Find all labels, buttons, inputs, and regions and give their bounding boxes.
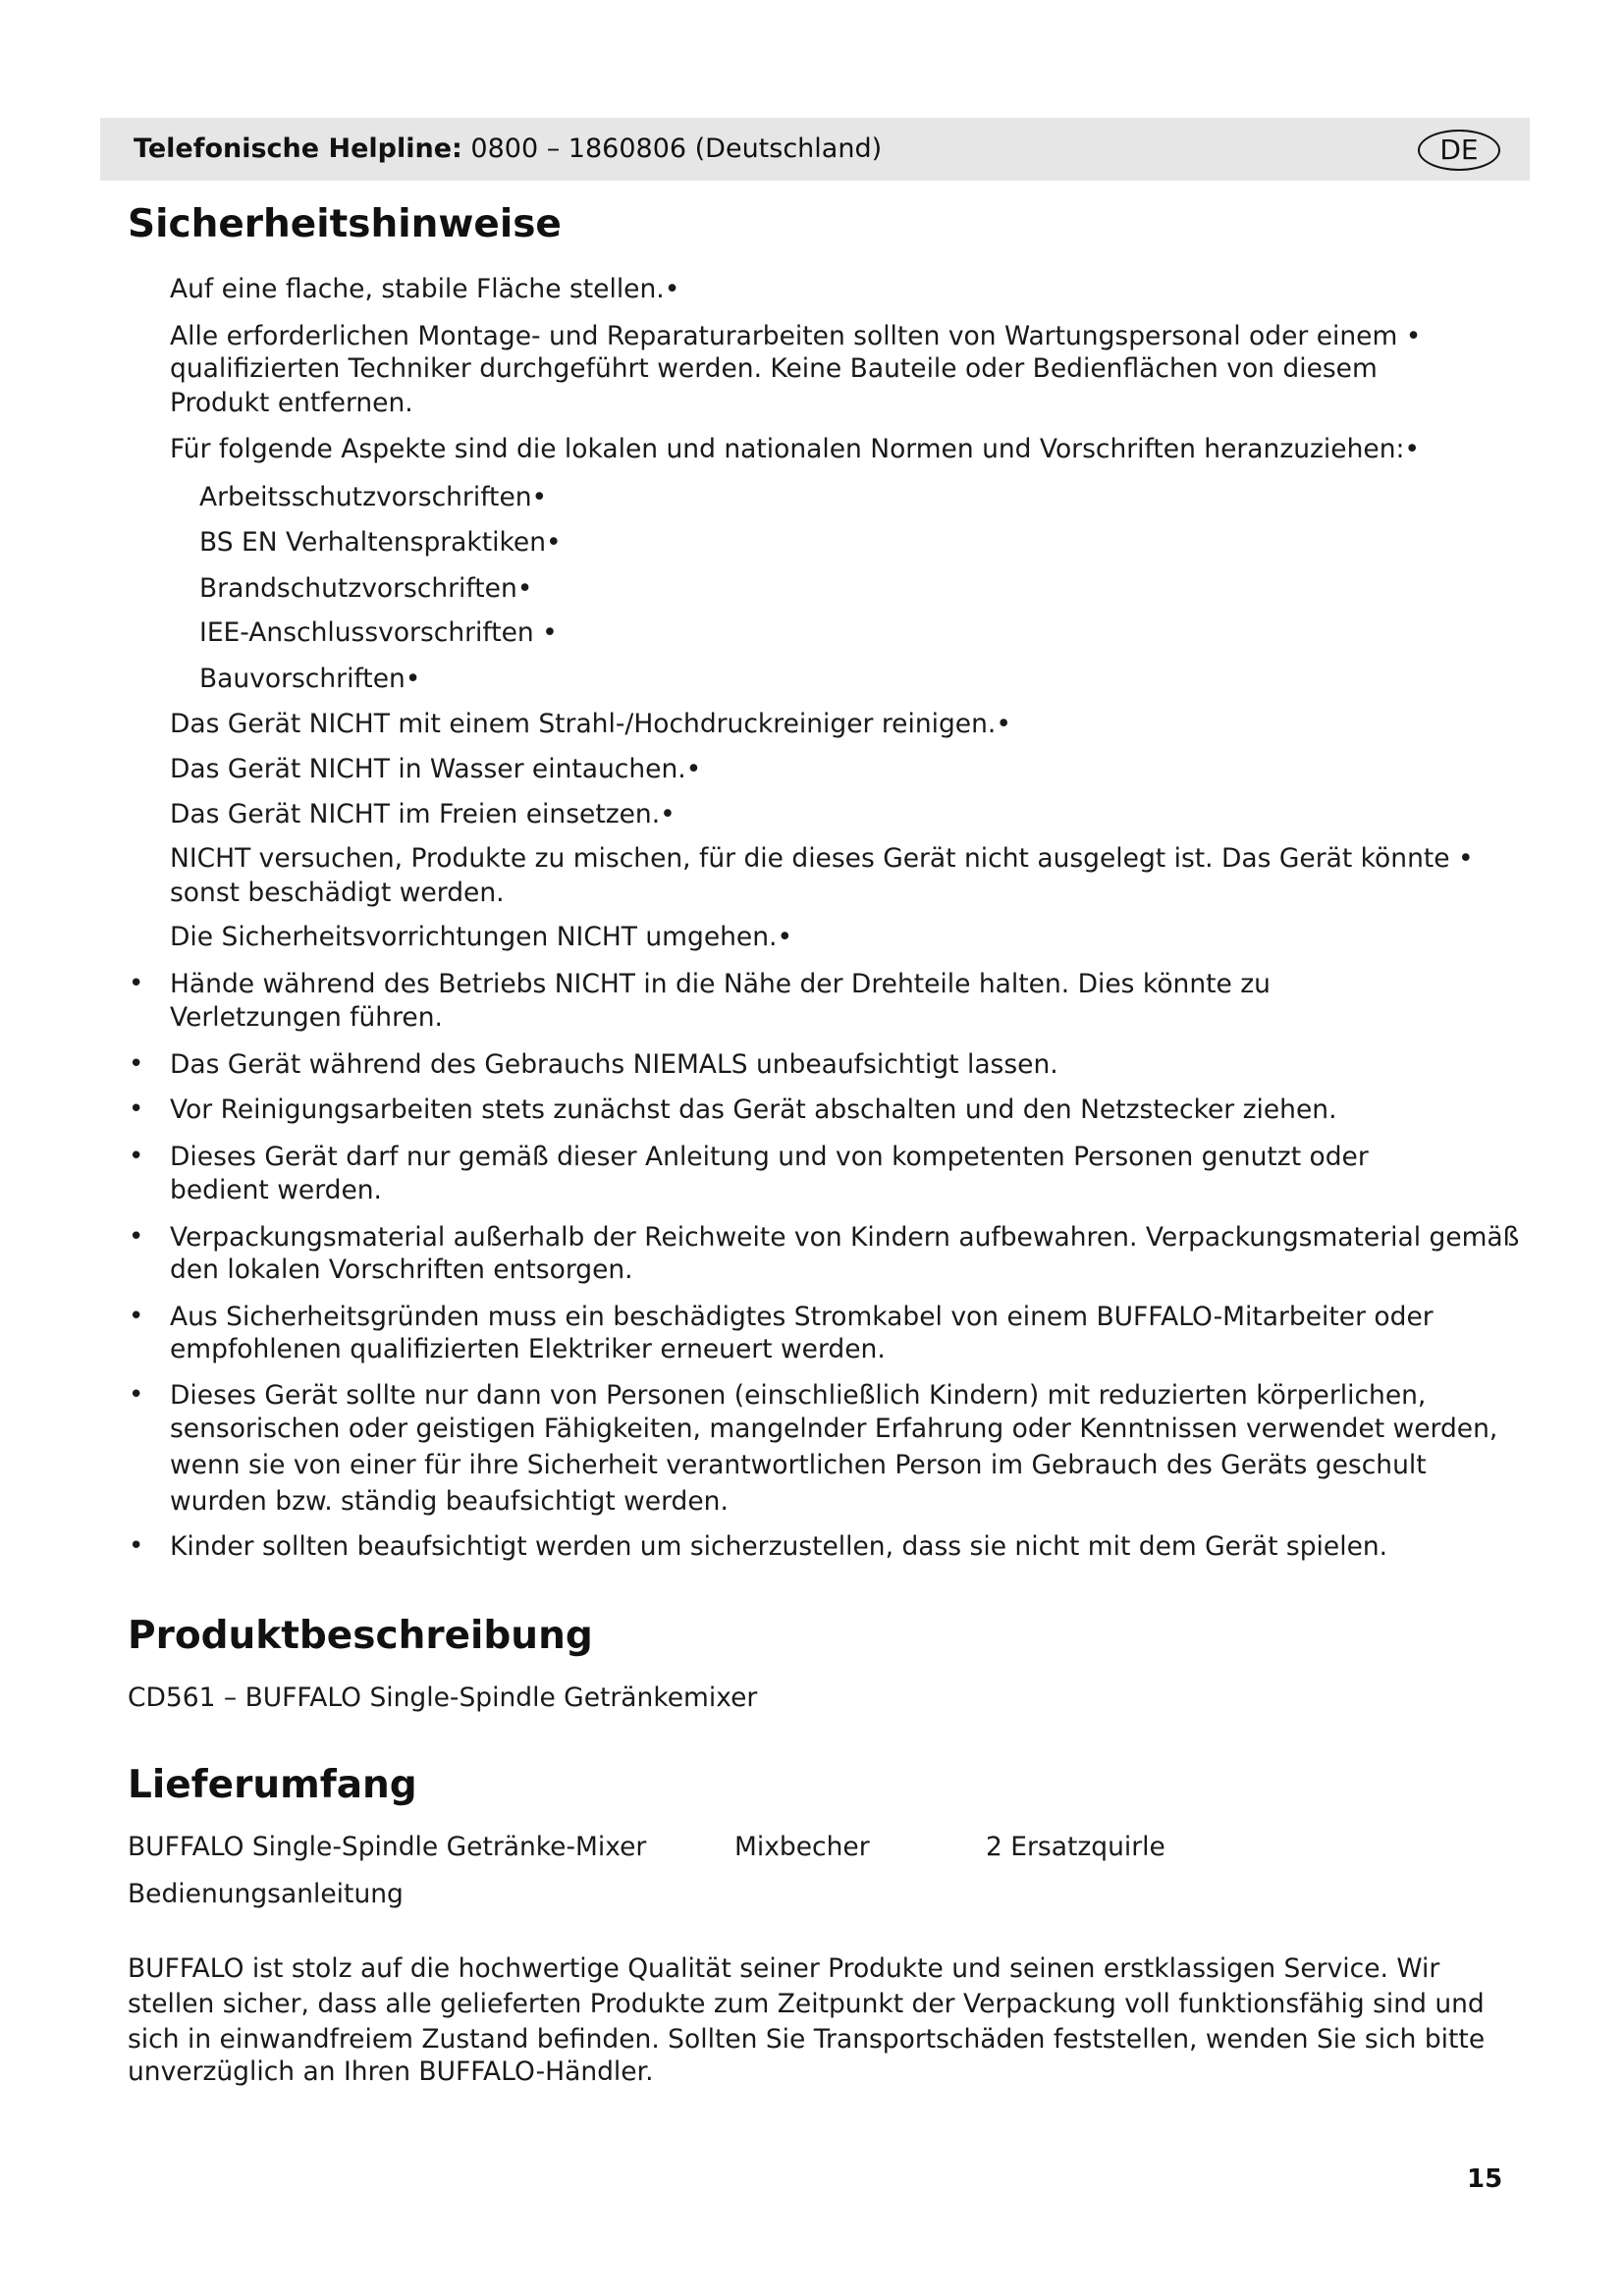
bullet-text: Dieses Gerät sollte nur dann von Personen (einschließlich Kindern) mit reduzierten körperlichen, xyxy=(170,1380,1427,1411)
bullet-text: wenn sie von einer für ihre Sicherheit verantwortlichen Person im Gebrauch des Geräts geschult xyxy=(170,1450,1427,1480)
page-number: 15 xyxy=(1467,2164,1503,2194)
delivery-paragraph-line: BUFFALO ist stolz auf die hochwertige Qualität seiner Produkte und seinen erstklassigen Service. Wir xyxy=(128,1953,1440,1984)
bullet-text: Dieses Gerät darf nur gemäß dieser Anleitung und von kompetenten Personen genutzt oder xyxy=(170,1142,1369,1172)
safety-line: Für folgende Aspekte sind die lokalen und nationalen Normen und Vorschriften heranzuziehen:• xyxy=(170,434,1421,464)
safety-line: NICHT versuchen, Produkte zu mischen, für die dieses Gerät nicht ausgelegt ist. Das Gerät könnte • xyxy=(170,843,1474,874)
bullet-dot: • xyxy=(129,1302,144,1331)
bullet-text: bedient werden. xyxy=(170,1175,382,1205)
bullet-text: Aus Sicherheitsgründen muss ein beschädigtes Stromkabel von einem BUFFALO-Mitarbeiter oder xyxy=(170,1302,1434,1332)
delivery-item: BUFFALO Single-Spindle Getränke-Mixer xyxy=(128,1832,647,1862)
delivery-item: 2 Ersatzquirle xyxy=(986,1832,1165,1862)
bullet-text: sensorischen oder geistigen Fähigkeiten, mangelnder Erfahrung oder Kenntnissen verwendet werden, xyxy=(170,1414,1498,1444)
language-badge: DE xyxy=(1418,130,1500,171)
safety-line: Das Gerät NICHT in Wasser eintauchen.• xyxy=(170,754,702,784)
helpline-number: 0800 – 1860806 (Deutschland) xyxy=(470,133,883,164)
product-text: CD561 – BUFFALO Single-Spindle Getränkemixer xyxy=(128,1682,758,1713)
safety-title: Sicherheitshinweise xyxy=(128,202,562,246)
bullet-text: Hände während des Betriebs NICHT in die Nähe der Drehteile halten. Dies könnte zu xyxy=(170,969,1271,999)
bullet-text: Das Gerät während des Gebrauchs NIEMALS unbeaufsichtigt lassen. xyxy=(170,1049,1058,1080)
delivery-title: Lieferumfang xyxy=(128,1763,417,1807)
safety-line: Produkt entfernen. xyxy=(170,388,413,418)
delivery-item: Bedienungsanleitung xyxy=(128,1879,404,1909)
bullet-dot: • xyxy=(129,1049,144,1079)
bullet-dot: • xyxy=(129,969,144,998)
delivery-paragraph-line: stellen sicher, dass alle gelieferten Produkte zum Zeitpunkt der Verpackung voll funktionsfähig sind und xyxy=(128,1989,1485,2019)
bullet-dot: • xyxy=(129,1222,144,1252)
safety-line: Die Sicherheitsvorrichtungen NICHT umgehen.• xyxy=(170,922,793,952)
safety-line: sonst beschädigt werden. xyxy=(170,878,505,908)
bullet-dot: • xyxy=(129,1095,144,1124)
bullet-text: Verpackungsmaterial außerhalb der Reichweite von Kindern aufbewahren. Verpackungsmaterial gemäß xyxy=(170,1222,1520,1253)
delivery-paragraph-line: sich in einwandfreiem Zustand befinden. Sollten Sie Transportschäden feststellen, wenden Sie sich bitte xyxy=(128,2024,1486,2055)
safety-line: Alle erforderlichen Montage- und Reparaturarbeiten sollten von Wartungspersonal oder einem • xyxy=(170,321,1422,351)
safety-line: qualifizierten Techniker durchgeführt werden. Keine Bauteile oder Bedienflächen von diesem xyxy=(170,353,1378,384)
helpline-text xyxy=(134,133,882,164)
safety-subitem: Brandschutzvorschriften• xyxy=(199,573,533,604)
bullet-dot: • xyxy=(129,1380,144,1410)
bullet-text: Verletzungen führen. xyxy=(170,1002,443,1033)
delivery-paragraph-line: unverzüglich an Ihren BUFFALO-Händler. xyxy=(128,2056,654,2087)
bullet-text: den lokalen Vorschriften entsorgen. xyxy=(170,1255,633,1285)
safety-subitem: Bauvorschriften• xyxy=(199,664,421,694)
safety-line: Auf eine flache, stabile Fläche stellen.• xyxy=(170,274,680,304)
safety-subitem: BS EN Verhaltenspraktiken• xyxy=(199,527,562,558)
helpline-label: Telefonische Helpline: xyxy=(134,133,462,164)
bullet-text: wurden bzw. ständig beaufsichtigt werden. xyxy=(170,1486,729,1517)
helpline-bar xyxy=(100,118,1530,181)
safety-subitem: Arbeitsschutzvorschriften• xyxy=(199,482,548,512)
bullet-text: empfohlenen qualifizierten Elektriker erneuert werden. xyxy=(170,1334,886,1364)
bullet-dot: • xyxy=(129,1142,144,1171)
product-title: Produktbeschreibung xyxy=(128,1614,593,1658)
safety-line: Das Gerät NICHT mit einem Strahl-/Hochdruckreiniger reinigen.• xyxy=(170,709,1011,739)
safety-line: Das Gerät NICHT im Freien einsetzen.• xyxy=(170,799,676,829)
bullet-text: Kinder sollten beaufsichtigt werden um sicherzustellen, dass sie nicht mit dem Gerät spielen. xyxy=(170,1531,1388,1562)
safety-subitem: IEE-Anschlussvorschriften • xyxy=(199,617,558,648)
delivery-item: Mixbecher xyxy=(734,1832,870,1862)
bullet-dot: • xyxy=(129,1531,144,1561)
bullet-text: Vor Reinigungsarbeiten stets zunächst das Gerät abschalten und den Netzstecker ziehen. xyxy=(170,1095,1337,1125)
